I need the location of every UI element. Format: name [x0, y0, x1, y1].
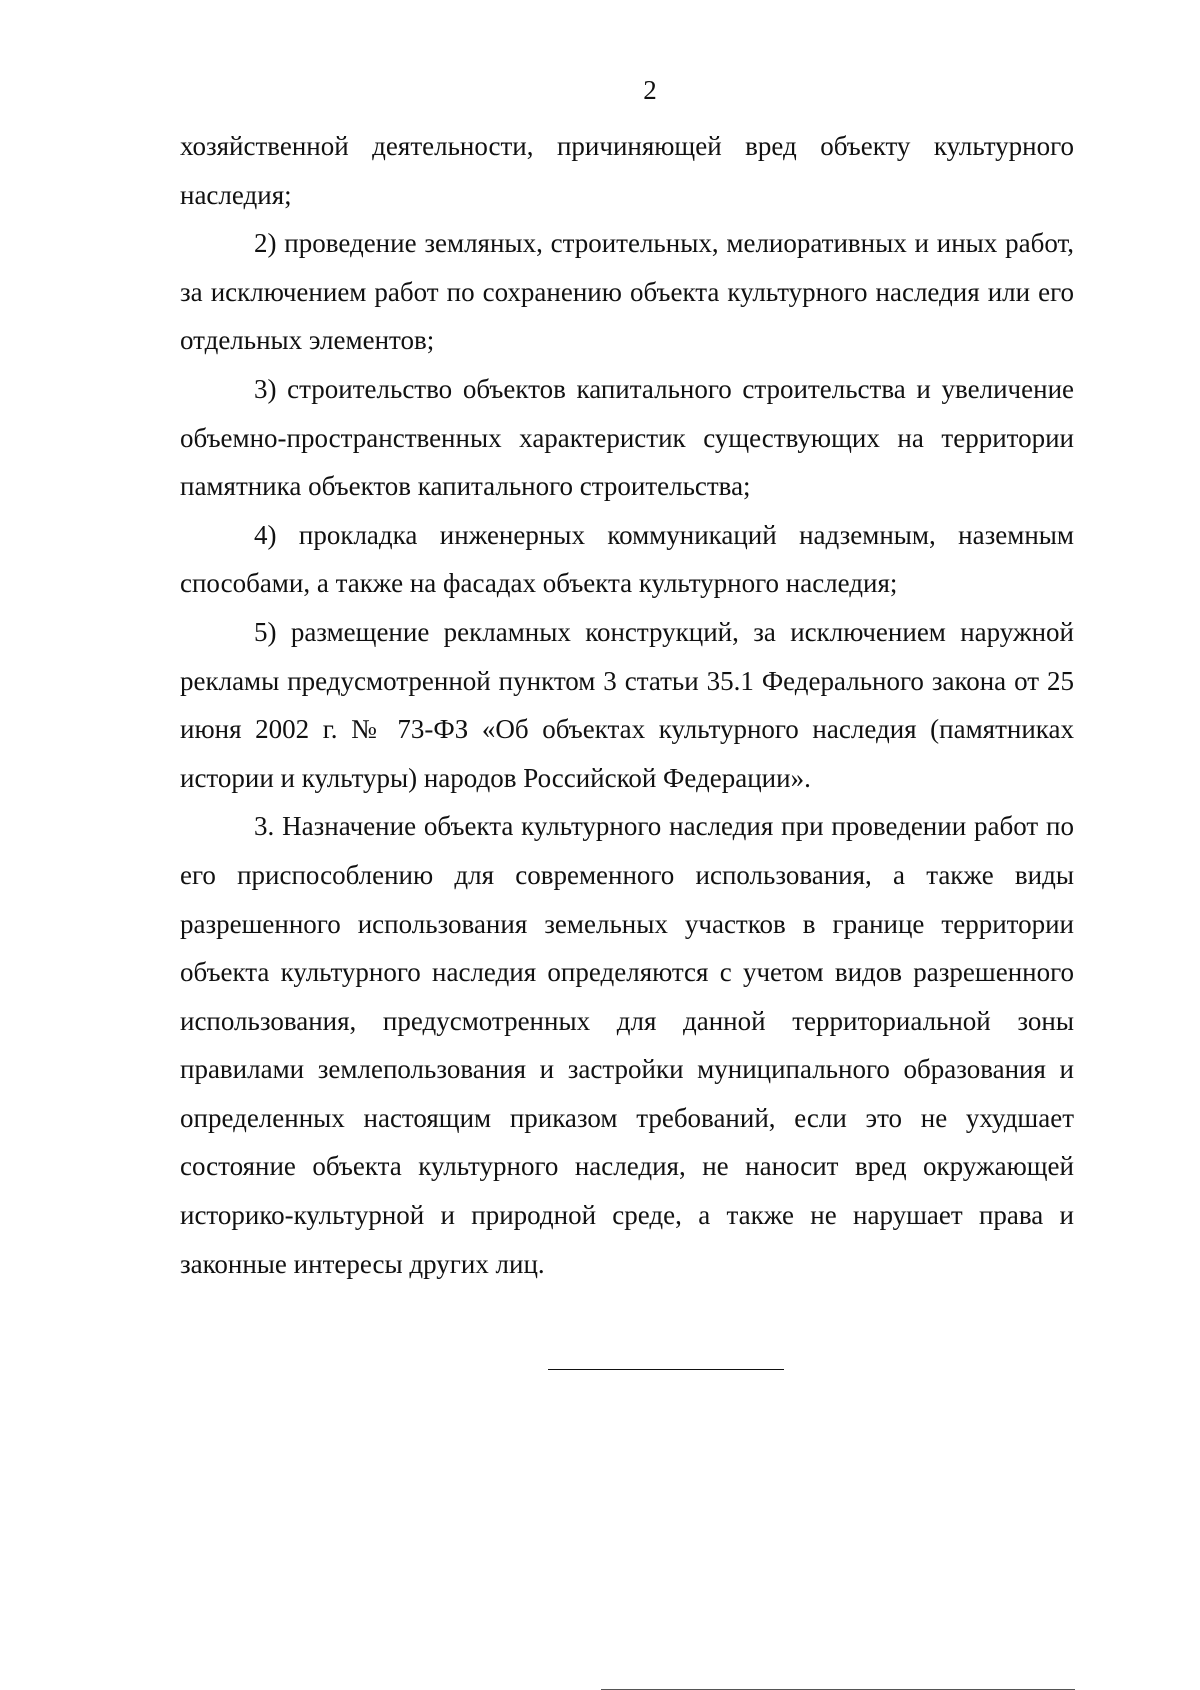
list-item-2: 2) проведение земляных, строительных, мелиоративных и иных работ, за исключением работ по сохранению объекта культурного наследия или его отдельных элементов; — [180, 228, 1074, 356]
document-body — [180, 122, 1074, 1288]
list-item-5: 5) размещение рекламных конструкций, за исключением наружной рекламы предусмотренной пунктом 3 статьи 35.1 Федерального закона от 25 июня 2002 г. № 73-ФЗ «Об объектах культурного наследия (памятниках истории и культуры) народов Российской Федерации». — [180, 616, 1074, 793]
paragraph-continuation: хозяйственной деятельности, причиняющей вред объекту культурного наследия; — [180, 131, 1074, 210]
page-number: 2 — [643, 75, 657, 105]
list-item-4: 4) прокладка инженерных коммуникаций надземным, наземным способами, а также на фасадах объекта культурного наследия; — [180, 519, 1074, 599]
clause-3: 3. Назначение объекта культурного наследия при проведении работ по его приспособлению для современного использования, а также виды разрешенного использования земельных участков в границе территории объекта культурного наследия определяются с учетом видов разрешенного использования, предусмотренных для данной территориальной зоны правилами землепользования и застройки муниципального образования и определенных настоящим приказом требований, если это не ухудшает состояние объекта культурного наследия, не наносит вред окружающей историко-культурной и природной среде, а также не нарушает права и законные интересы других лиц. — [180, 811, 1074, 1279]
list-item-3: 3) строительство объектов капитального строительства и увеличение объемно-пространственных характеристик существующих на территории памятника объектов капитального строительства; — [180, 373, 1074, 502]
end-separator-line — [548, 1369, 784, 1370]
